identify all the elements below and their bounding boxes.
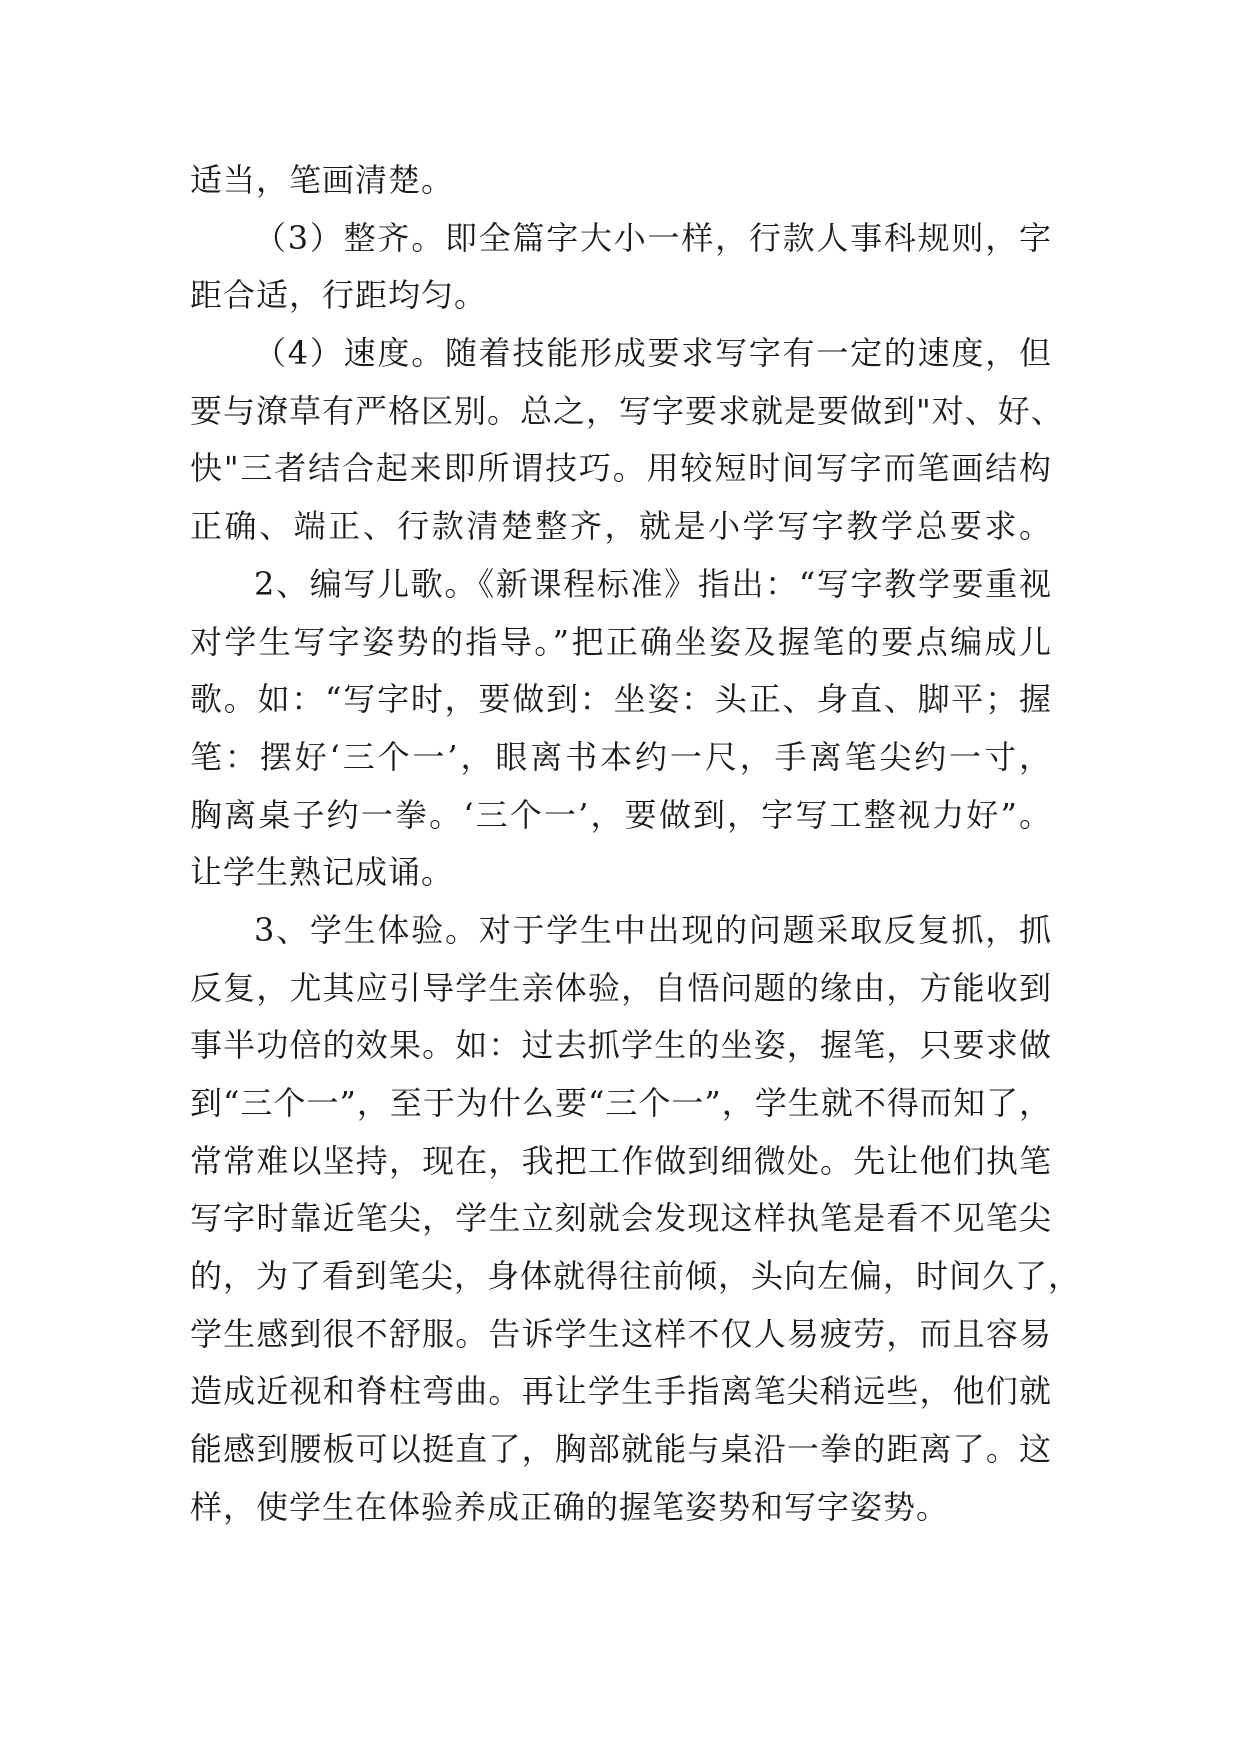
text-line: 造成近视和脊柱弯曲。再让学生手指离笔尖稍远些，他们就 <box>190 1372 1052 1411</box>
text-line: 正确、端正、行款清楚整齐，就是小学写字教学总要求。 <box>190 507 1052 546</box>
text-line: 适当，笔画清楚。 <box>190 161 455 199</box>
text-line: 反复，尤其应引导学生亲体验，自悟问题的缘由，方能收到 <box>190 968 1052 1007</box>
text-line: （4）速度。随着技能形成要求写字有一定的速度，但 <box>254 334 1052 373</box>
text-line: 对学生写字姿势的指导。”把正确坐姿及握笔的要点编成儿 <box>190 622 1052 661</box>
text-line: 快"三者结合起来即所谓技巧。用较短时间写字而笔画结构 <box>190 449 1052 488</box>
text-line: （3）整齐。即全篇字大小一样，行款人事科规则，字 <box>254 218 1052 257</box>
text-line: 能感到腰板可以挺直了，胸部就能与桌沿一拳的距离了。这 <box>190 1430 1052 1469</box>
text-line: 让学生熟记成诵。 <box>190 853 455 892</box>
body-text <box>190 152 1082 1537</box>
text-line: 笔：摆好‘三个一’，眼离书本约一尺，手离笔尖约一寸， <box>190 737 1052 776</box>
text-line: 常常难以坚持，现在，我把工作做到细微处。先让他们执笔 <box>190 1141 1052 1180</box>
text-line: 样，使学生在体验养成正确的握笔姿势和写字姿势。 <box>190 1487 950 1526</box>
text-line: 事半功倍的效果。如：过去抓学生的坐姿，握笔，只要求做 <box>190 1026 1052 1065</box>
text-line: 胸离桌子约一拳。‘三个一’，要做到，字写工整视力好”。 <box>190 795 1052 834</box>
text-line: 到“三个一”，至于为什么要“三个一”，学生就不得而知了， <box>190 1084 1052 1122</box>
text-line: 距合适，行距均匀。 <box>190 276 488 315</box>
text-line: 要与潦草有严格区别。总之，写字要求就是要做到"对、好、 <box>190 391 1064 430</box>
text-line: 学生感到很不舒服。告诉学生这样不仅人易疲劳，而且容易 <box>190 1314 1052 1353</box>
text-line: 的，为了看到笔尖，身体就得往前倾，头向左偏，时间久了， <box>190 1257 1082 1296</box>
text-line: 写字时靠近笔尖，学生立刻就会发现这样执笔是看不见笔尖 <box>190 1199 1052 1238</box>
text-line: 2、编写儿歌。《新课程标准》指出：“写字教学要重视 <box>254 564 1052 603</box>
text-line: 3、学生体验。对于学生中出现的问题采取反复抓，抓 <box>254 910 1052 949</box>
text-line: 歌。如：“写字时，要做到：坐姿：头正、身直、脚平；握 <box>190 680 1052 719</box>
